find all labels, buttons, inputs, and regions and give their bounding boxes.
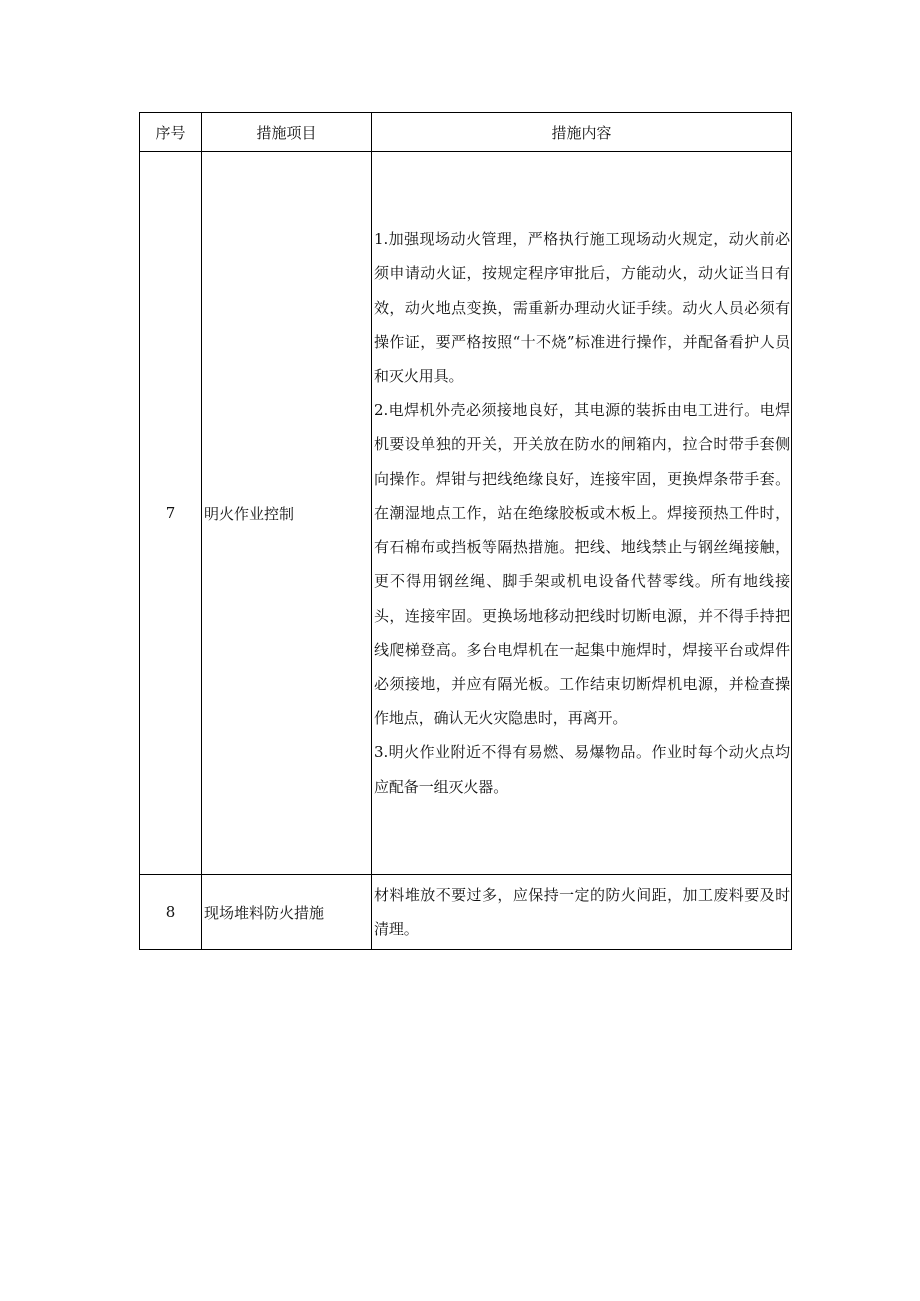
content-paragraph: 材料堆放不要过多，应保持一定的防火间距，加工废料要及时清理。 [374,885,790,938]
table-header-row [140,113,792,152]
row-serial-number: 7 [140,152,202,875]
header-serial-number: 序号 [140,113,202,152]
table-row [140,152,792,875]
content-paragraph: 1.加强现场动火管理，严格执行施工现场动火规定，动火前必须申请动火证，按规定程序审批后，方能动火，动火证当日有效，动火地点变换，需重新办理动火证手续。动火人员必须有操作证，要严格按照“十不烧”标准进行操作，并配备看护人员和灭火用具。 [374,230,790,386]
content-paragraph: 3.明火作业附近不得有易燃、易爆物品。作业时每个动火点均应配备一组灭火器。 [374,743,790,796]
row-measure-item: 现场堆料防火措施 [202,875,372,950]
header-measure-content: 措施内容 [372,113,792,152]
table-row [140,875,792,950]
header-measure-item: 措施项目 [202,113,372,152]
row-measure-content [372,875,792,950]
fire-measures-table [139,112,792,950]
row-measure-content [372,152,792,875]
row-serial-number: 8 [140,875,202,950]
content-paragraph: 2.电焊机外壳必须接地良好，其电源的装拆由电工进行。电焊机要设单独的开关，开关放在防水的闸箱内，拉合时带手套侧向操作。焊钳与把线绝缘良好，连接牢固，更换焊条带手套。在潮湿地点工作，站在绝缘胶板或木板上。焊接预热工件时，有石棉布或挡板等隔热措施。把线、地线禁止与钢丝绳接触，更不得用钢丝绳、脚手架或机电设备代替零线。所有地线接头，连接牢固。更换场地移动把线时切断电源，并不得手持把线爬梯登高。多台电焊机在一起集中施焊时，焊接平台或焊件必须接地，并应有隔光板。工作结束切断焊机电源，并检查操作地点，确认无火灾隐患时，再离开。 [374,401,790,728]
row-measure-item: 明火作业控制 [202,152,372,875]
